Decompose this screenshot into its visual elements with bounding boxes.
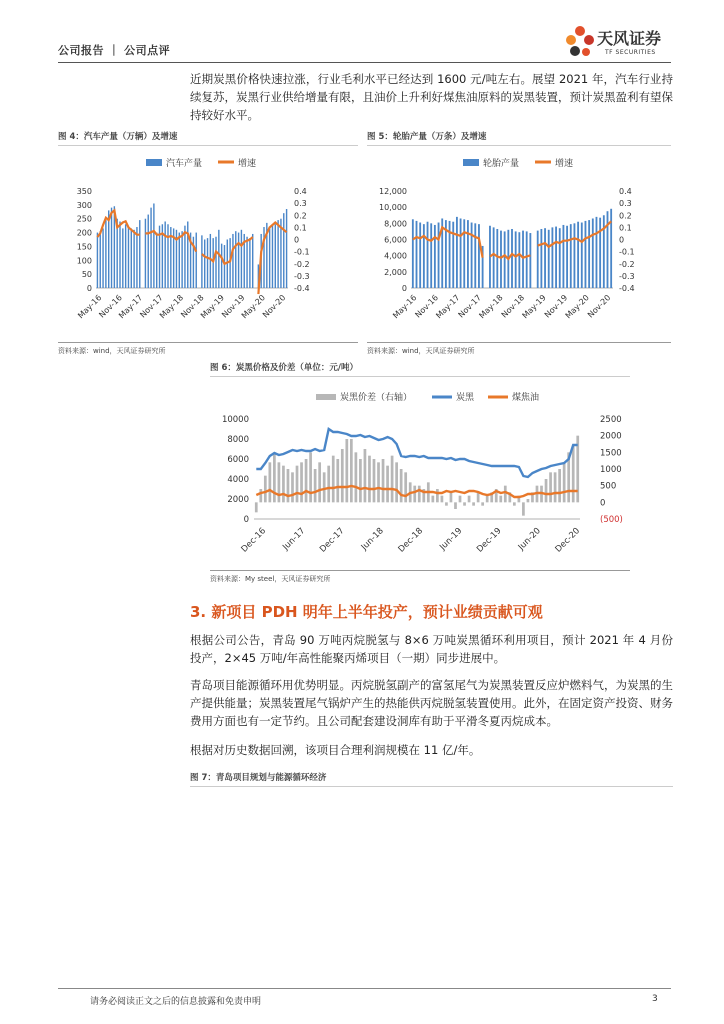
y-right-tick: 0.4 xyxy=(294,187,307,196)
spread-bar xyxy=(382,459,385,502)
y-left-tick: 10000 xyxy=(221,415,249,425)
y-left-tick: 50 xyxy=(81,270,92,280)
bar xyxy=(105,220,106,288)
spread-bar xyxy=(355,452,358,502)
bar xyxy=(102,228,103,288)
bar xyxy=(416,221,418,288)
y-right-tick: 2000 xyxy=(600,431,622,442)
legend-swatch-spread xyxy=(316,394,336,400)
bar xyxy=(207,238,208,288)
bar xyxy=(596,217,598,288)
bar xyxy=(215,237,216,288)
legend-label-coal-tar: 煤焦油 xyxy=(512,393,540,403)
bar xyxy=(181,231,182,288)
x-tick: Jun-19 xyxy=(438,526,465,553)
bar xyxy=(111,208,112,288)
spread-bar xyxy=(391,456,394,503)
spread-bar xyxy=(454,502,457,509)
spread-bar xyxy=(468,496,471,503)
x-tick: May-20 xyxy=(563,293,591,321)
y-left-tick: 150 xyxy=(76,242,92,252)
spread-bar xyxy=(377,462,380,502)
bar xyxy=(201,235,202,288)
x-tick: May-18 xyxy=(477,293,505,321)
spread-bar xyxy=(436,489,439,502)
bar xyxy=(592,218,594,288)
bar xyxy=(229,238,230,288)
bar xyxy=(196,233,197,288)
spread-bar xyxy=(486,496,489,503)
bar xyxy=(529,233,531,288)
y-right-tick: 1500 xyxy=(600,448,622,459)
y-left-tick: 0 xyxy=(86,284,92,293)
fig6-title: 图 6：炭黑价格及价差（单位：元/吨） xyxy=(210,360,630,377)
bar xyxy=(537,231,539,288)
spread-bar xyxy=(413,486,416,503)
bar xyxy=(156,233,157,288)
bar xyxy=(246,237,247,288)
bar xyxy=(179,233,180,288)
x-tick: Nov-20 xyxy=(585,293,613,320)
spread-bar xyxy=(300,462,303,502)
spread-bar xyxy=(450,492,453,502)
fig6-source: 资料来源：My steel，天风证券研究所 xyxy=(210,575,331,583)
y-right-tick: 0.2 xyxy=(294,211,307,221)
legend-swatch-bar xyxy=(463,159,479,166)
spread-bar xyxy=(400,469,403,502)
y-left-tick: 4,000 xyxy=(384,251,407,261)
y-right-tick: 1000 xyxy=(600,465,622,475)
footer-disclaimer: 请务必阅读正文之后的信息披露和免责申明 xyxy=(90,997,262,1007)
logo-name: 天风证券 xyxy=(597,29,662,48)
bar xyxy=(125,224,126,288)
fig4-svg xyxy=(58,146,358,336)
spread-bar xyxy=(472,502,475,505)
y-right-tick: -0.4 xyxy=(619,284,635,293)
bar xyxy=(252,234,253,288)
spread-bar xyxy=(404,472,407,502)
y-left-tick: 2,000 xyxy=(384,267,407,277)
bar xyxy=(574,223,576,288)
spread-bar xyxy=(459,496,462,503)
fig4-title: 图 4：汽车产量（万辆）及增速 xyxy=(58,129,358,146)
bar xyxy=(139,220,140,288)
x-tick: May-18 xyxy=(157,293,186,321)
bar xyxy=(540,229,542,288)
bar xyxy=(122,228,123,288)
spread-bar xyxy=(395,462,398,502)
bar xyxy=(235,231,236,288)
bar xyxy=(515,231,517,288)
report-header-title: 公司报告 ｜ 公司点评 xyxy=(58,44,171,57)
y-left-tick: 100 xyxy=(76,256,92,266)
bar xyxy=(456,217,458,288)
x-tick: May-16 xyxy=(76,293,104,321)
fig5-chart xyxy=(367,146,671,340)
logo-mark-icon xyxy=(563,24,597,60)
header-divider xyxy=(58,62,671,63)
y-left-tick: 0 xyxy=(401,284,407,293)
bar xyxy=(570,224,572,288)
spread-bar xyxy=(522,502,525,515)
bar xyxy=(563,225,565,288)
spread-bar xyxy=(418,486,421,503)
spread-bar xyxy=(481,502,484,505)
spread-bar xyxy=(327,466,330,503)
x-tick: Dec-18 xyxy=(396,526,426,555)
fig7-title: 图 7：青岛项目规划与能源循环经济 xyxy=(190,770,673,787)
y-left-tick: 8,000 xyxy=(384,219,407,229)
bar xyxy=(518,232,520,288)
footer-divider xyxy=(58,988,671,989)
x-tick: Nov-18 xyxy=(499,293,527,320)
fig5-source: 资料来源：wind，天风证券研究所 xyxy=(367,347,475,355)
x-tick: Nov-19 xyxy=(220,293,247,320)
bar xyxy=(249,238,250,288)
y-right-tick: 0.3 xyxy=(294,199,307,209)
legend-label-bar: 轮胎产量 xyxy=(483,159,520,169)
bar xyxy=(603,215,605,288)
legend-label-line: 增速 xyxy=(555,159,574,169)
spread-bar xyxy=(350,439,353,502)
bar xyxy=(548,230,550,288)
bar xyxy=(496,229,498,288)
bar xyxy=(511,229,513,288)
bar xyxy=(286,209,287,288)
y-right-tick: -0.4 xyxy=(294,284,310,293)
logo-subtitle: TF SECURITIES xyxy=(605,49,656,56)
bar xyxy=(97,233,98,288)
legend-label-carbon-black: 炭黑 xyxy=(456,393,475,403)
x-tick: May-20 xyxy=(239,293,267,321)
y-right-tick: -0.3 xyxy=(619,271,635,281)
bar xyxy=(210,234,211,288)
spread-bar xyxy=(318,462,321,502)
y-left-tick: 200 xyxy=(76,228,92,238)
bar xyxy=(438,223,440,288)
spread-bar xyxy=(255,502,258,512)
x-tick: Dec-16 xyxy=(239,526,269,555)
spread-bar xyxy=(268,462,271,502)
bar xyxy=(283,213,284,288)
bar xyxy=(167,224,168,288)
spread-bar xyxy=(259,489,262,502)
bar xyxy=(452,222,454,288)
spread-bar xyxy=(278,462,281,502)
bar xyxy=(412,219,414,288)
spread-bar xyxy=(336,459,339,502)
bar xyxy=(504,231,506,288)
y-right-tick: 0.2 xyxy=(619,211,632,221)
bar xyxy=(478,224,480,288)
y-left-tick: 2000 xyxy=(227,495,249,505)
bar xyxy=(272,224,273,288)
y-left-tick: 10,000 xyxy=(379,203,407,213)
x-tick: Nov-17 xyxy=(138,293,165,320)
bar xyxy=(184,226,185,288)
section3-paragraph-1: 根据公司公告，青岛 90 万吨丙烷脱氢与 8×6 万吨炭黑循环利用项目，预计 2021 年 4 月份投产，2×45 万吨/年高性能聚丙烯项目（一期）同步进展中。 xyxy=(190,633,673,665)
bar xyxy=(131,228,132,288)
fig5-svg xyxy=(367,146,671,336)
bar xyxy=(148,215,149,288)
bar xyxy=(100,231,101,288)
legend-label-bar: 汽车产量 xyxy=(166,159,203,169)
y-right-tick: -0.2 xyxy=(619,259,635,269)
y-left-tick: 8000 xyxy=(227,435,249,445)
bar xyxy=(585,221,587,288)
spread-bar xyxy=(291,472,294,502)
spread-bar xyxy=(359,459,362,502)
bar xyxy=(500,231,502,288)
y-right-tick: 2500 xyxy=(600,415,622,425)
spread-bar xyxy=(558,469,561,502)
legend-label-line: 增速 xyxy=(238,159,257,169)
y-right-tick: -0.2 xyxy=(294,259,310,269)
spread-bar xyxy=(368,456,371,503)
spread-bar xyxy=(373,459,376,502)
y-right-tick: -0.1 xyxy=(619,247,635,257)
x-tick: May-16 xyxy=(391,293,419,321)
bar xyxy=(423,224,425,288)
y-right-tick: 0.3 xyxy=(619,199,632,209)
bar xyxy=(187,221,188,288)
section3-paragraph-2: 青岛项目能源循环用优势明显。丙烷脱氢副产的富氢尾气为炭黑装置反应炉燃料气，为炭黑的生产提供能量；炭黑装置尾气锅炉产生的热能供丙烷脱氢装置使用。此外，在固定资产投资、财务费用方面也有一定节约。且公司配套建设洞库有助于平滑冬夏丙烷成本。 xyxy=(190,678,673,728)
x-tick: Jun-17 xyxy=(281,526,308,553)
y-left-tick: 300 xyxy=(76,200,92,210)
y-right-tick: 0 xyxy=(619,235,625,245)
x-tick: Nov-16 xyxy=(413,293,440,320)
legend-label-spread: 炭黑价差（右轴） xyxy=(340,393,413,403)
y-right-tick: 0.1 xyxy=(619,223,632,233)
bar xyxy=(150,208,151,288)
bar xyxy=(581,223,583,288)
spread-bar xyxy=(477,492,480,502)
x-tick: Nov-20 xyxy=(260,293,288,320)
spread-bar xyxy=(431,496,434,503)
x-tick: Jun-18 xyxy=(359,526,386,553)
spread-bar xyxy=(513,502,516,505)
spread-bar xyxy=(287,469,290,502)
spread-bar xyxy=(341,449,344,502)
bar xyxy=(471,223,473,288)
y-right-tick: 0 xyxy=(600,498,606,509)
y-left-tick: 0 xyxy=(243,515,249,525)
spread-bar xyxy=(572,446,575,503)
bar xyxy=(419,223,421,288)
bar xyxy=(493,227,495,288)
bar xyxy=(218,230,219,288)
bar xyxy=(224,245,225,288)
bar xyxy=(526,231,528,288)
bar xyxy=(128,227,129,288)
y-left-tick: 6,000 xyxy=(384,235,407,245)
spread-bar xyxy=(309,452,312,502)
page-number: 3 xyxy=(652,994,658,1004)
bar xyxy=(463,219,465,288)
spread-bar xyxy=(296,466,299,503)
fig6-bottom-rule xyxy=(210,570,630,571)
fig5-bottom-rule xyxy=(367,342,671,343)
bar xyxy=(108,210,109,288)
spread-bar xyxy=(463,502,466,505)
bar xyxy=(145,219,146,288)
coal-tar-price-line xyxy=(256,486,577,497)
y-right-tick: 0.1 xyxy=(294,223,307,233)
bar xyxy=(607,211,609,288)
bar xyxy=(133,230,134,288)
bar xyxy=(522,231,524,288)
y-right-tick: (500) xyxy=(600,515,623,525)
bar xyxy=(232,234,233,288)
bar xyxy=(551,227,553,288)
x-tick: May-19 xyxy=(520,293,548,321)
bar xyxy=(434,225,436,288)
y-left-tick: 350 xyxy=(76,187,92,196)
spread-bar xyxy=(504,486,507,503)
bar xyxy=(221,244,222,288)
y-left-tick: 250 xyxy=(76,214,92,224)
bar xyxy=(566,226,568,288)
bar xyxy=(555,227,557,288)
spread-bar xyxy=(554,472,557,502)
spread-bar xyxy=(345,439,348,502)
section3-paragraph-3: 根据对历史数据回溯，该项目合理利润规模在 11 亿/年。 xyxy=(190,743,481,757)
growth-line xyxy=(490,254,530,259)
spread-bar xyxy=(332,456,335,503)
y-left-tick: 6000 xyxy=(227,455,249,465)
bar xyxy=(577,222,579,288)
bar xyxy=(460,218,462,288)
x-tick: Dec-19 xyxy=(475,526,504,555)
x-tick: Dec-20 xyxy=(553,526,583,555)
bar xyxy=(136,227,137,288)
x-tick: May-17 xyxy=(117,293,145,321)
bar xyxy=(467,220,469,288)
fig4-source: 资料来源：wind，天风证券研究所 xyxy=(58,347,166,355)
fig4-chart xyxy=(58,146,358,340)
bar xyxy=(430,223,432,288)
company-logo xyxy=(563,24,683,60)
x-tick: Dec-17 xyxy=(318,526,347,555)
spread-bar xyxy=(527,499,530,502)
spread-bar xyxy=(386,466,389,503)
spread-bar xyxy=(441,496,444,503)
y-right-tick: -0.3 xyxy=(294,271,310,281)
bar xyxy=(275,224,276,288)
bar xyxy=(277,220,278,288)
bar xyxy=(238,233,239,288)
bar xyxy=(153,203,154,288)
spread-bar xyxy=(549,472,552,502)
fig6-chart xyxy=(210,377,630,573)
bar xyxy=(559,228,561,288)
y-right-tick: 500 xyxy=(600,481,617,492)
spread-bar xyxy=(273,452,276,502)
x-tick: Nov-17 xyxy=(456,293,484,320)
section3-title: 3. 新项目 PDH 明年上半年投产，预计业绩贡献可观 xyxy=(190,603,543,621)
x-tick: May-17 xyxy=(434,293,462,321)
x-tick: Nov-19 xyxy=(542,293,570,320)
y-left-tick: 4000 xyxy=(227,475,249,485)
fig5-title: 图 5：轮胎产量（万条）及增速 xyxy=(367,129,671,146)
bar xyxy=(119,221,120,288)
spread-bar xyxy=(445,502,448,505)
intro-paragraph: 近期炭黑价格快速拉涨，行业毛利水平已经达到 1600 元/吨左右。展望 2021 年，汽车行业持续复苏，炭黑行业供给增量有限，且油价上升利好煤焦油原料的炭黑装置，预计炭黑盈利有望保持较好水平。 xyxy=(190,72,673,122)
spread-bar xyxy=(323,472,326,502)
spread-bar xyxy=(264,476,267,503)
legend-swatch-bar xyxy=(146,159,162,166)
bar xyxy=(269,228,270,288)
y-right-tick: 0 xyxy=(294,235,300,245)
y-right-tick: -0.1 xyxy=(294,247,310,257)
carbon-black-price-line xyxy=(256,429,577,477)
bar xyxy=(241,230,242,288)
spread-bar xyxy=(282,466,285,503)
bar xyxy=(164,221,165,288)
spread-bar xyxy=(314,469,317,502)
bar xyxy=(588,220,590,288)
spread-bar xyxy=(364,449,367,502)
x-tick: Nov-16 xyxy=(97,293,124,320)
x-tick: May-19 xyxy=(198,293,227,321)
x-tick: Jun-20 xyxy=(516,526,543,553)
y-left-tick: 12,000 xyxy=(379,187,407,196)
x-tick: Nov-18 xyxy=(179,293,206,320)
bar xyxy=(427,222,429,288)
spread-bar xyxy=(499,496,502,503)
fig4-bottom-rule xyxy=(58,342,358,343)
bar xyxy=(474,223,476,288)
spread-bar xyxy=(305,459,308,502)
spread-bar xyxy=(545,479,548,502)
fig6-svg xyxy=(210,377,630,569)
bar xyxy=(544,228,546,288)
bar xyxy=(599,218,601,288)
y-right-tick: 0.4 xyxy=(619,187,632,196)
spread-bar xyxy=(563,462,566,502)
bar xyxy=(204,240,205,289)
